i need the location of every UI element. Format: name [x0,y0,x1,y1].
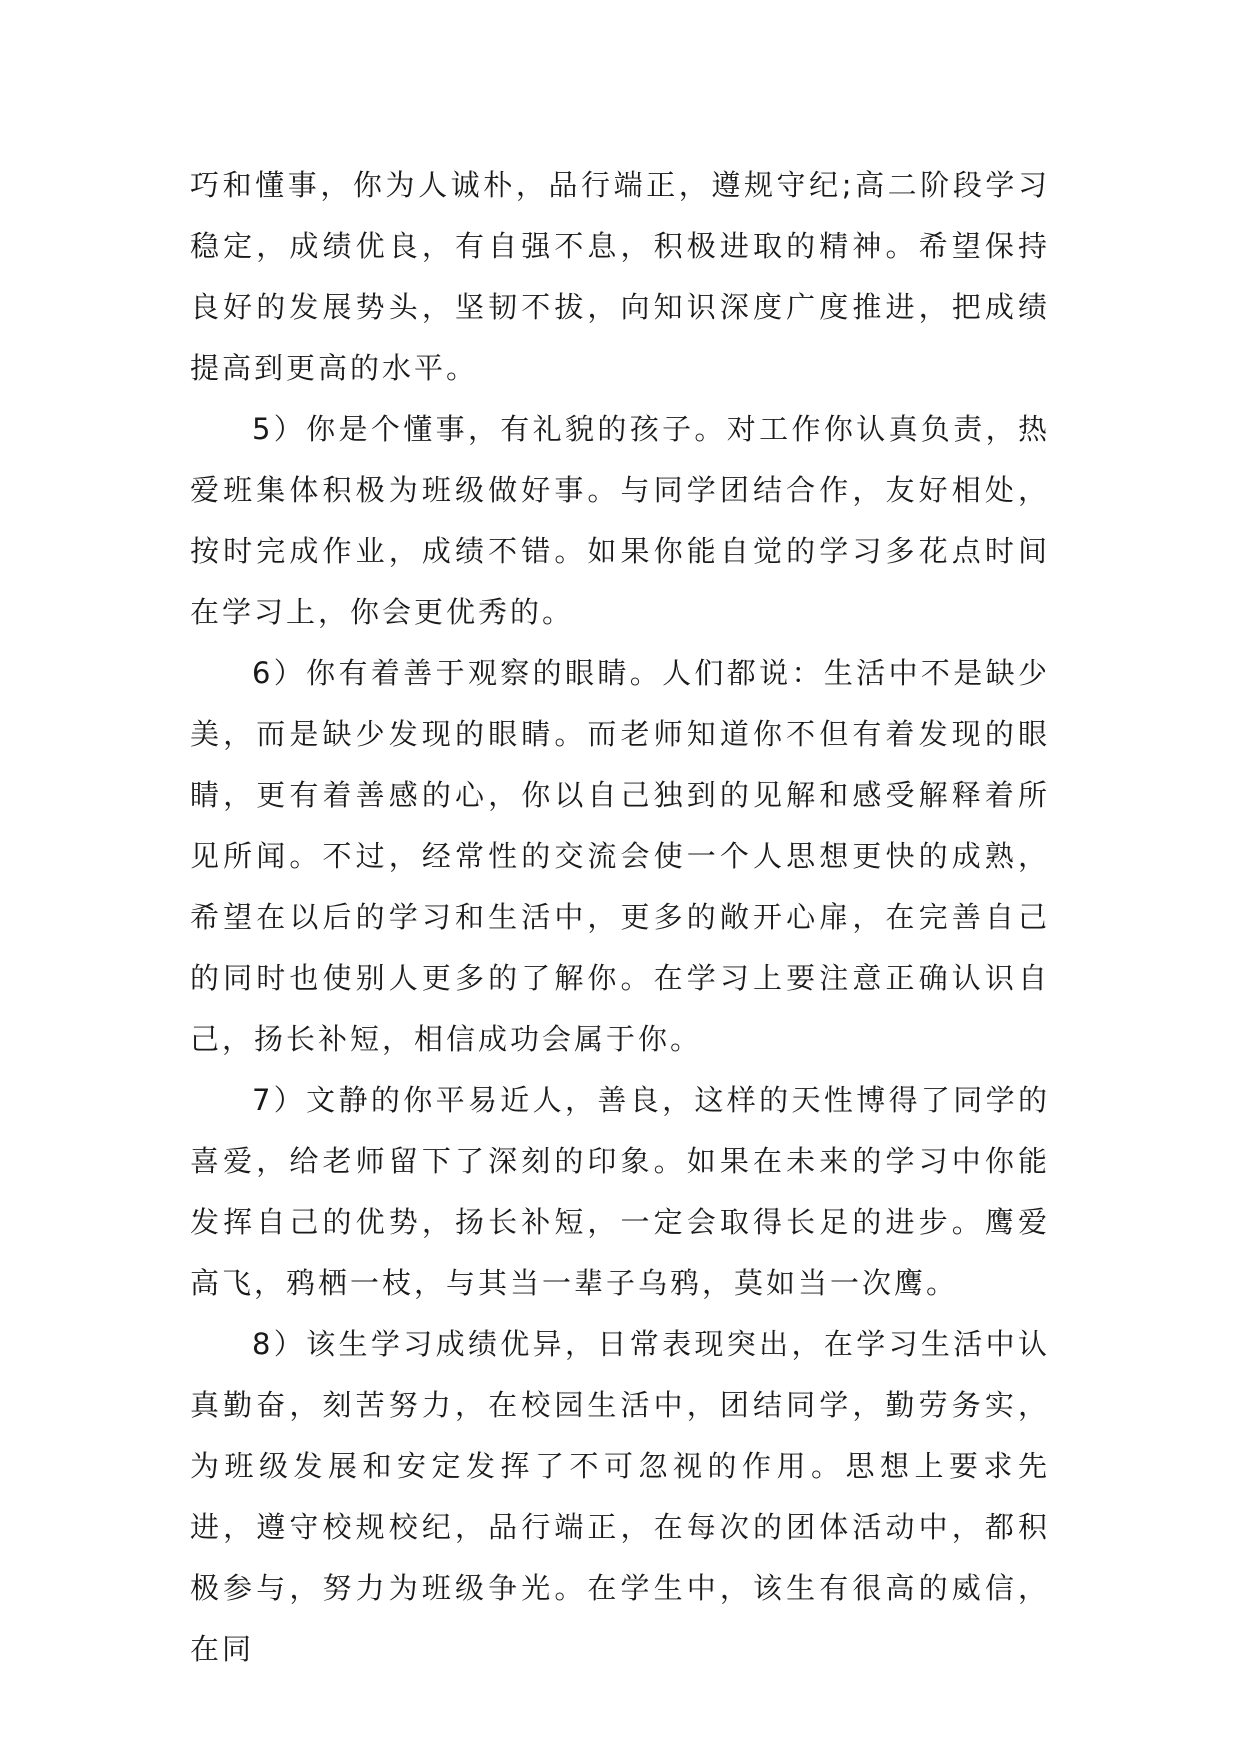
paragraph-item-7: 7）文静的你平易近人，善良，这样的天性博得了同学的喜爱，给老师留下了深刻的印象。如果在未来的学习中你能发挥自己的优势，扬长补短，一定会取得长足的进步。鹰爱高飞，鸦栖一枝，与其当一辈子乌鸦，莫如当一次鹰。 [190,1083,1050,1300]
paragraph-item-8: 8）该生学习成绩优异，日常表现突出，在学习生活中认真勤奋，刻苦努力，在校园生活中，团结同学，勤劳务实，为班级发展和安定发挥了不可忽视的作用。思想上要求先进，遵守校规校纪，品行端正，在每次的团体活动中，都积极参与，努力为班级争光。在学生中，该生有很高的威信，在同 [190,1327,1050,1666]
paragraph-item-6: 6）你有着善于观察的眼睛。人们都说：生活中不是缺少美，而是缺少发现的眼睛。而老师知道你不但有着发现的眼睛，更有着善感的心，你以自己独到的见解和感受解释着所见所闻。不过，经常性的交流会使一个人思想更快的成熟，希望在以后的学习和生活中，更多的敞开心扉，在完善自己的同时也使别人更多的了解你。在学习上要注意正确认识自己，扬长补短，相信成功会属于你。 [190,656,1050,1056]
paragraph-item-5: 5）你是个懂事，有礼貌的孩子。对工作你认真负责，热爱班集体积极为班级做好事。与同学团结合作，友好相处，按时完成作业，成绩不错。如果你能自觉的学习多花点时间在学习上，你会更优秀的。 [190,412,1050,629]
document-body [190,155,1050,1680]
paragraph-continued: 巧和懂事，你为人诚朴，品行端正，遵规守纪;高二阶段学习稳定，成绩优良，有自强不息，积极进取的精神。希望保持良好的发展势头，坚韧不拔，向知识深度广度推进，把成绩提高到更高的水平。 [190,168,1050,385]
